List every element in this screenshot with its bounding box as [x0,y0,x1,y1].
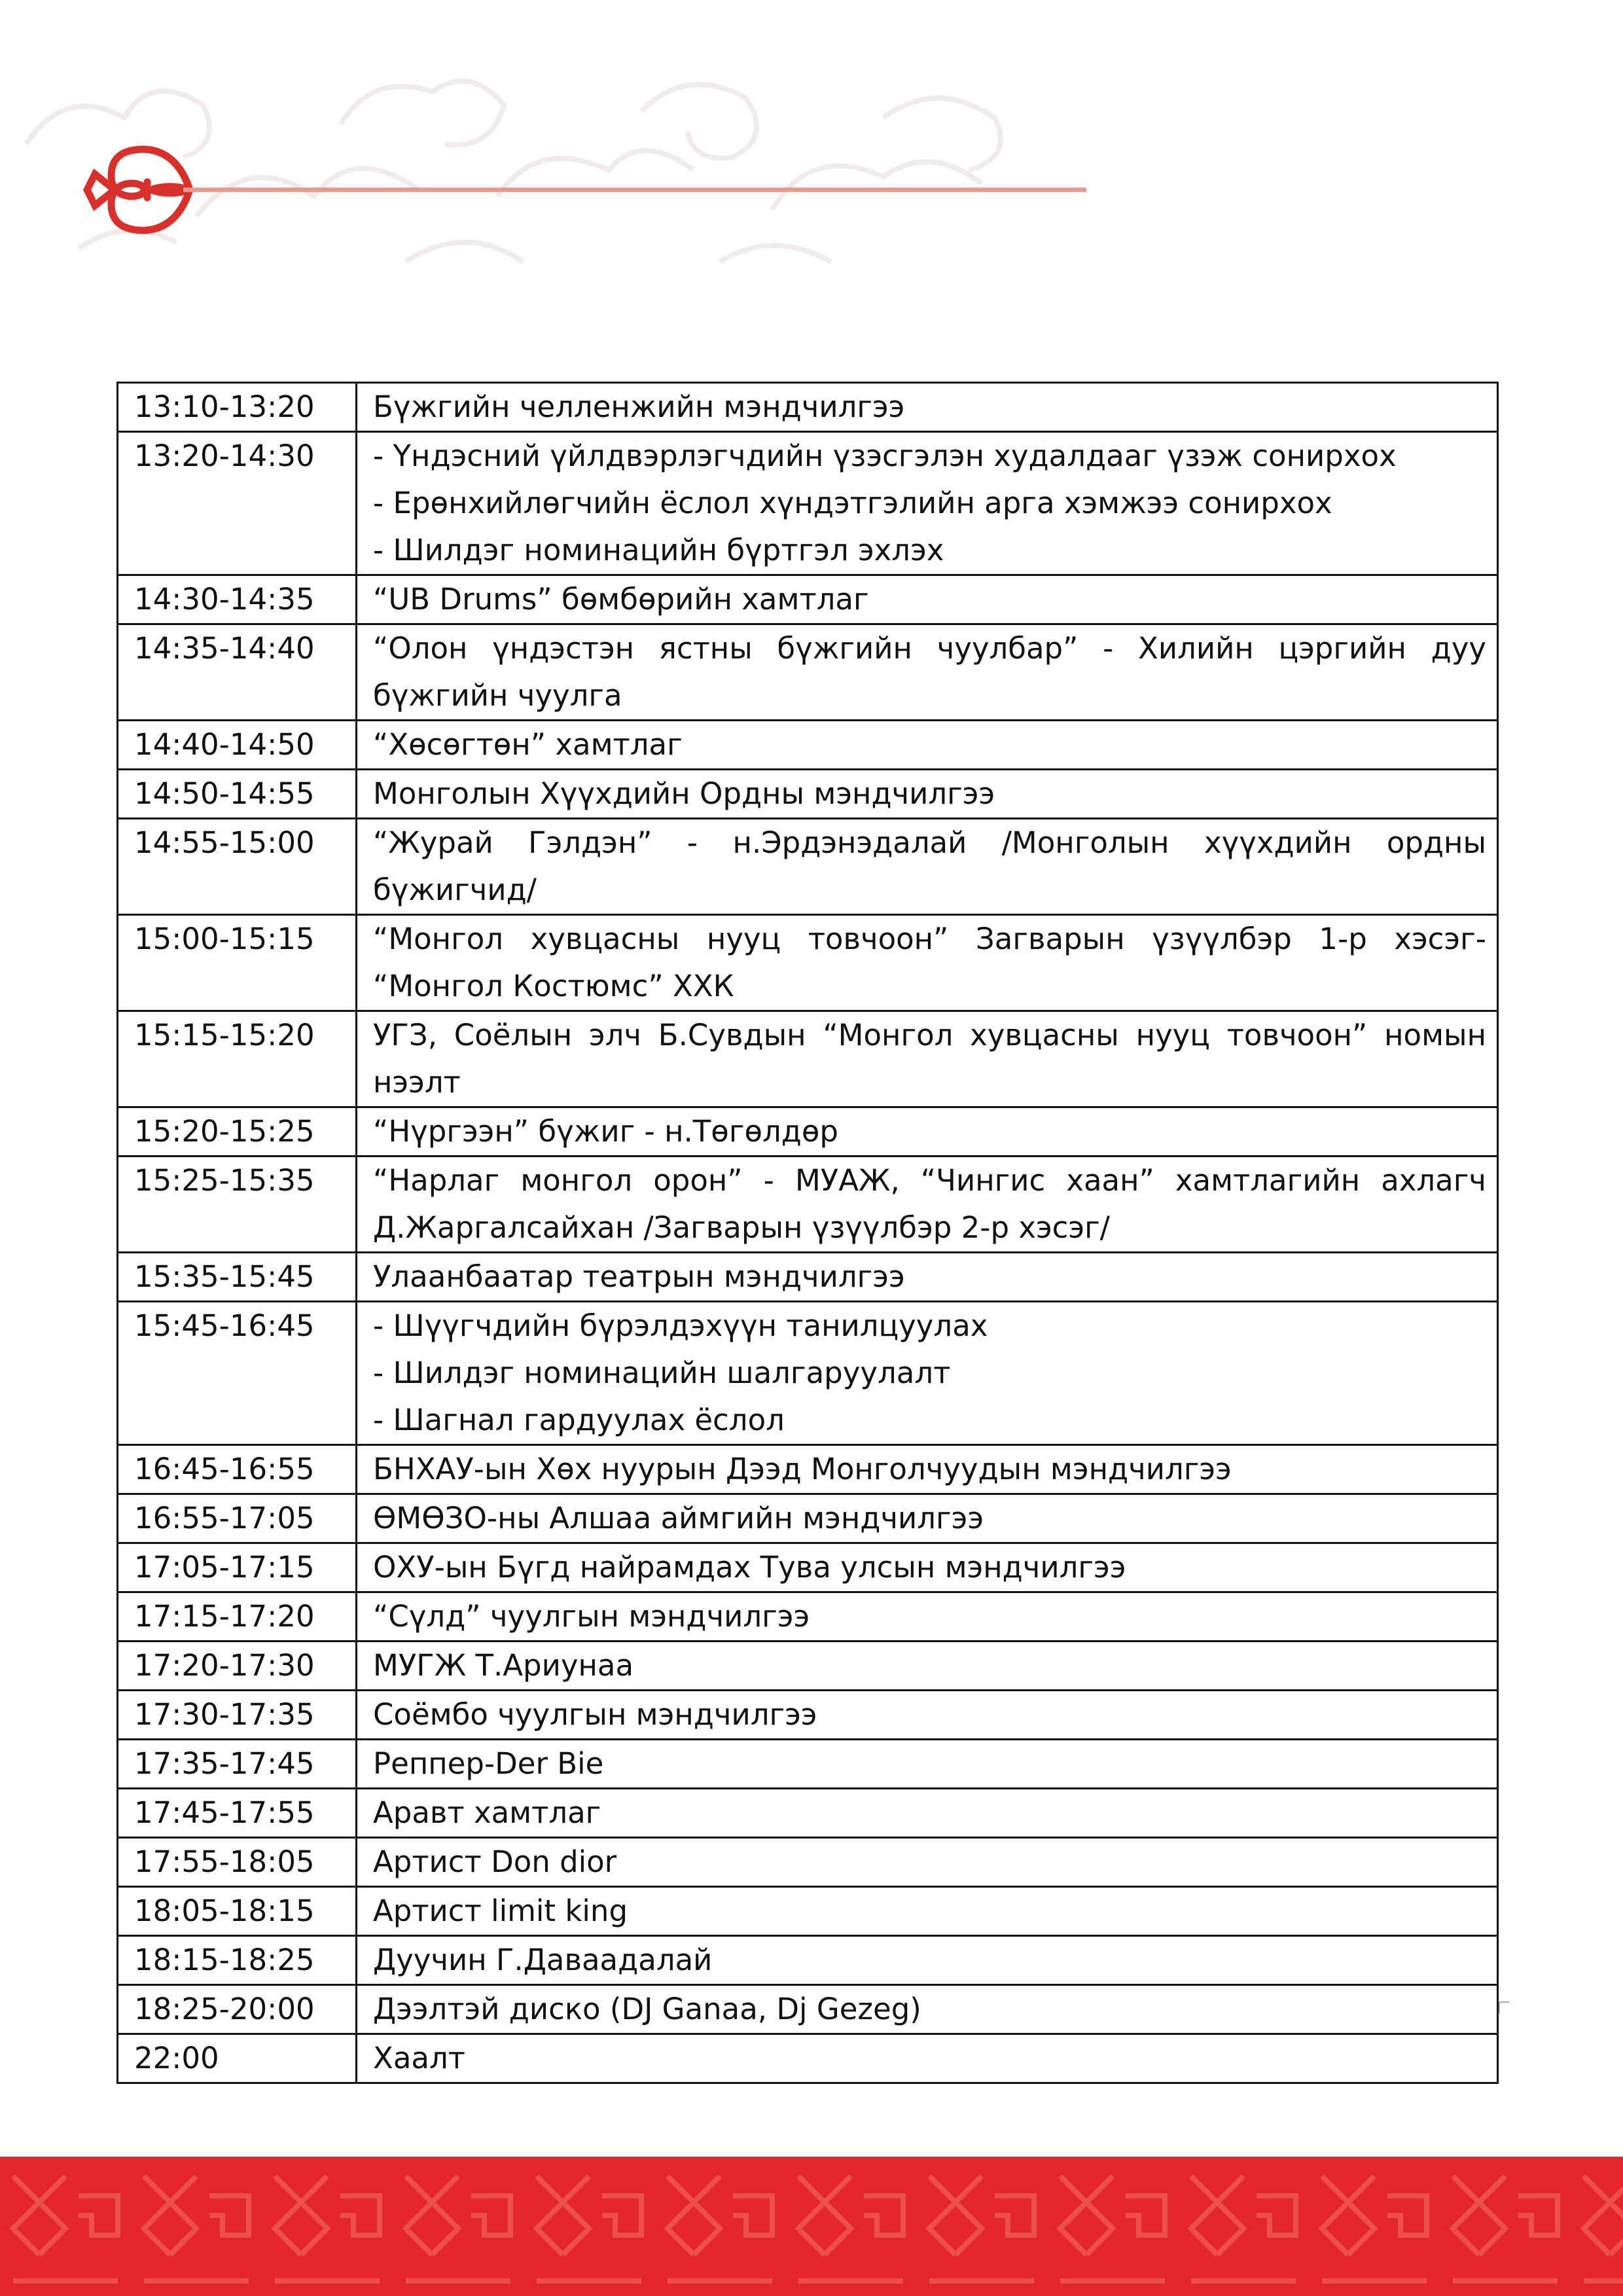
schedule-event [357,1936,1498,1985]
table-row [118,1157,1498,1253]
schedule-event [357,1592,1498,1641]
schedule-time: 17:35-17:45 [118,1740,357,1789]
table-row [118,1494,1498,1543]
event-line: “UB Drums” бөмбөрийн хамтлаг [373,582,869,617]
event-line: Бүжгийн челленжийн мэндчилгээ [373,389,905,424]
schedule-table [116,382,1499,2084]
schedule-time: 14:50-14:55 [118,770,357,819]
schedule-time: 17:15-17:20 [118,1592,357,1641]
event-line: Реппер-Der Bie [373,1746,604,1781]
schedule-event [357,1445,1498,1494]
event-line: “Монгол хувцасны нууц товчоон” Загварын үзүүлбэр 1-р хэсэг- “Монгол Костюмс” ХХК [373,922,1486,1003]
table-row [118,1592,1498,1641]
event-line: - Ерөнхийлөгчийн ёслол хүндэтгэлийн арга хэмжээ сонирхох [373,486,1332,520]
event-line: ӨМӨЗО-ны Алшаа аймгийн мэндчилгээ [373,1501,984,1535]
table-row [118,624,1498,721]
table-row [118,383,1498,432]
event-line: “Нүргээн” бүжиг - н.Төгөлдөр [373,1114,838,1149]
event-line: УГЗ, Соёлын элч Б.Сувдын “Монгол хувцасны нууц товчоон” номын нээлт [373,1018,1486,1100]
schedule-time: 15:45-16:45 [118,1302,357,1445]
schedule-time: 13:20-14:30 [118,432,357,575]
table-row [118,1691,1498,1740]
table-row [118,432,1498,575]
table-row [118,1253,1498,1302]
table-row [118,1107,1498,1157]
schedule-event [357,1691,1498,1740]
schedule-event [357,1543,1498,1592]
table-row [118,819,1498,915]
table-row [118,1789,1498,1838]
table-row [118,1740,1498,1789]
event-line: ОХУ-ын Бүгд найрамдах Тува улсын мэндчилгээ [373,1550,1126,1585]
schedule-event [357,770,1498,819]
schedule-time: 18:05-18:15 [118,1887,357,1936]
table-row [118,1011,1498,1107]
event-line: Аравт хамтлаг [373,1795,601,1830]
table-row [118,1985,1498,2034]
table-row [118,1302,1498,1445]
schedule-time: 14:30-14:35 [118,575,357,624]
event-line: Дуучин Г.Даваадалай [373,1943,713,1977]
schedule-time: 16:45-16:55 [118,1445,357,1494]
event-line: Артист Don dior [373,1844,617,1879]
schedule-event [357,1011,1498,1107]
table-row [118,2034,1498,2083]
schedule-event [357,1107,1498,1157]
schedule-time: 13:10-13:20 [118,383,357,432]
schedule-time: 15:15-15:20 [118,1011,357,1107]
schedule-event [357,1302,1498,1445]
table-row [118,1445,1498,1494]
table-row [118,1838,1498,1887]
schedule-event [357,1985,1498,2034]
schedule-time: 17:45-17:55 [118,1789,357,1838]
event-line: Соёмбо чуулгын мэндчилгээ [373,1697,817,1732]
schedule-event [357,1253,1498,1302]
schedule-event [357,1157,1498,1253]
schedule-time: 22:00 [118,2034,357,2083]
footer-band [0,2157,1623,2296]
header-ornament [0,0,1113,275]
schedule-time: 15:20-15:25 [118,1107,357,1157]
schedule-time: 17:20-17:30 [118,1641,357,1691]
event-line: МУГЖ Т.Ариунаа [373,1648,634,1683]
schedule-time: 15:25-15:35 [118,1157,357,1253]
schedule-event [357,819,1498,915]
footer-pattern [0,2157,1623,2296]
table-row [118,770,1498,819]
event-line: “Нарлаг монгол орон” - МУАЖ, “Чингис хаан” хамтлагийн ахлагч Д.Жаргалсайхан /Загварын үзүүлбэр 2-р хэсэг/ [373,1163,1486,1245]
event-line: Улаанбаатар театрын мэндчилгээ [373,1259,905,1294]
schedule-event [357,575,1498,624]
event-line: “Журай Гэлдэн” - н.Эрдэнэдалай /Монголын хүүхдийн ордны бүжигчид/ [373,825,1486,907]
schedule-event [357,383,1498,432]
schedule-time: 14:40-14:50 [118,721,357,770]
event-line: - Шагнал гардуулах ёслол [373,1403,785,1437]
cloud-pattern-icon [26,81,1001,262]
event-line: Монголын Хүүхдийн Ордны мэндчилгээ [373,776,995,811]
event-line: “Хөсөгтөн” хамтлаг [373,727,683,762]
schedule-time: 15:35-15:45 [118,1253,357,1302]
table-row [118,1887,1498,1936]
table-row [118,1543,1498,1592]
schedule-event [357,624,1498,721]
schedule-time: 16:55-17:05 [118,1494,357,1543]
table-row [118,575,1498,624]
event-line: - Шүүгчдийн бүрэлдэхүүн танилцуулах [373,1308,988,1343]
red-scroll-icon [87,149,190,230]
schedule-body [118,383,1498,2083]
schedule-event [357,1838,1498,1887]
schedule-time: 17:55-18:05 [118,1838,357,1887]
event-line: Дээлтэй диско (DJ Ganaa, Dj Gezeg) [373,1992,921,2026]
table-row [118,915,1498,1011]
schedule-event [357,721,1498,770]
schedule-event [357,2034,1498,2083]
table-row [118,721,1498,770]
schedule-time: 18:25-20:00 [118,1985,357,2034]
event-line: - Шилдэг номинацийн шалгаруулалт [373,1355,951,1390]
schedule-event [357,1494,1498,1543]
event-line: “Олон үндэстэн ястны бүжгийн чуулбар” - Хилийн цэргийн дуу бүжгийн чуулга [373,631,1486,713]
event-line: - Үндэсний үйлдвэрлэгчдийн үзэсгэлэн худалдааг үзэж сонирхох [373,439,1397,473]
table-row [118,1641,1498,1691]
event-line: - Шилдэг номинацийн бүртгэл эхлэх [373,533,944,567]
schedule-time: 17:30-17:35 [118,1691,357,1740]
table-row [118,1936,1498,1985]
schedule-time: 14:35-14:40 [118,624,357,721]
corner-mark [1499,2001,1509,2013]
schedule-event [357,1740,1498,1789]
schedule-time: 15:00-15:15 [118,915,357,1011]
event-line: БНХАУ-ын Хөх нуурын Дээд Монголчуудын мэндчилгээ [373,1452,1232,1486]
schedule-event [357,1887,1498,1936]
schedule-event [357,915,1498,1011]
schedule-event [357,432,1498,575]
event-line: “Сүлд” чуулгын мэндчилгээ [373,1599,810,1634]
schedule-time: 14:55-15:00 [118,819,357,915]
event-line: Артист limit king [373,1893,628,1928]
schedule-time: 18:15-18:25 [118,1936,357,1985]
schedule-event [357,1789,1498,1838]
schedule-time: 17:05-17:15 [118,1543,357,1592]
schedule-event [357,1641,1498,1691]
event-line: Хаалт [373,2041,465,2075]
